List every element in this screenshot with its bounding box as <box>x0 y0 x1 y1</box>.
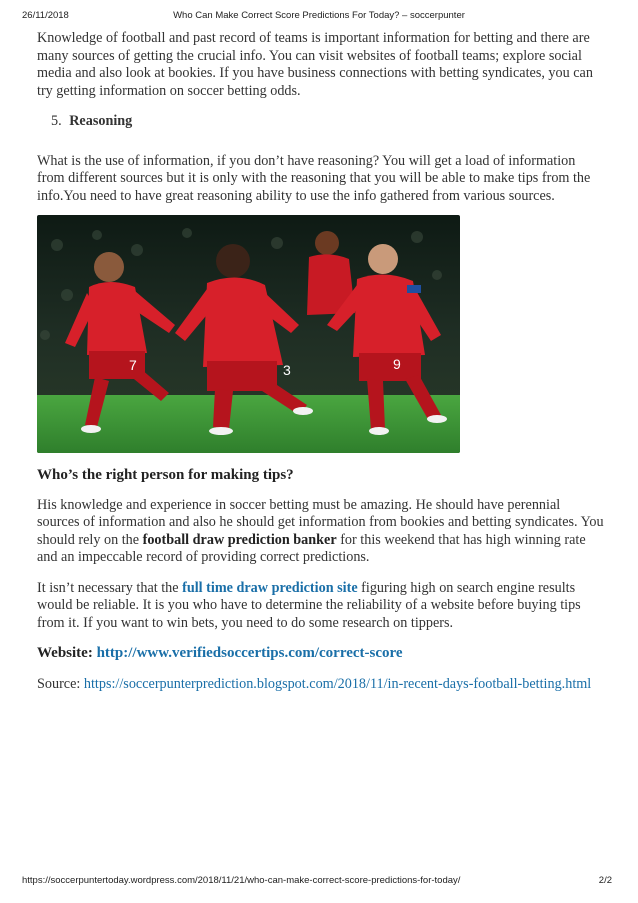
football-players-photo <box>37 215 460 453</box>
intro-paragraph: Knowledge of football and past record of teams is important information for betting and there are many sources of getting the crucial info. You can visit websites of football teams; explore social media and also look at bookies. If you have business connections with betting syndicates, you can try getting information on soccer betting odds. <box>37 30 593 99</box>
website-link[interactable]: http://www.verifiedsoccertips.com/correct-score <box>96 645 403 661</box>
source-label: Source: <box>37 675 81 692</box>
website-line <box>37 645 605 663</box>
print-url: https://soccerpuntertoday.wordpress.com/2018/11/21/who-can-make-correct-score-predictions-for-today/ <box>22 875 461 886</box>
celebrating-players-image <box>37 215 460 453</box>
draw-prediction-link[interactable]: full time draw prediction site <box>182 579 358 596</box>
necessary-text-end: figuring high on search engine results would be reliable. It is you who have to determine the reliability of a website before buying tips from it. If you want to win bets, you need to do some research on tippers. <box>37 579 581 631</box>
knowledge-paragraph <box>37 497 605 567</box>
page-number: 2/2 <box>598 875 612 886</box>
section-heading: Who’s the right person for making tips? <box>37 467 294 483</box>
print-title: Who Can Make Correct Score Predictions For Today? – soccerpunter <box>173 10 465 21</box>
source-line <box>37 676 605 694</box>
shirt-number-3: 3 <box>283 362 291 378</box>
necessary-text-start: It isn’t necessary that the <box>37 579 183 596</box>
knowledge-text-end: for this weekend that has high winning rate and an impeccable record of providing correct predictions. <box>37 531 586 565</box>
page-header <box>0 10 638 24</box>
reasoning-paragraph: What is the use of information, if you don’t have reasoning? You will get a load of information from different sources but it is only with the reasoning that you will be able to make tips from the info.You need to have great reasoning ability to use the info gathered from various sources. <box>37 152 591 204</box>
shirt-number-7: 7 <box>129 357 137 373</box>
article-body <box>37 30 605 693</box>
list-number: 5. <box>51 113 62 129</box>
print-date: 26/11/2018 <box>22 10 69 21</box>
bold-keyword: football draw prediction banker <box>142 531 337 548</box>
list-item-reasoning <box>51 113 605 131</box>
source-link[interactable]: https://soccerpunterprediction.blogspot.com/2018/11/in-recent-days-football-betting.html <box>83 675 592 692</box>
list-item-title: Reasoning <box>69 113 133 129</box>
knowledge-text-start: His knowledge and experience in soccer betting must be amazing. He should have perennial sources of information and also he should get information from bookies and betting syndicates. You should rely on the <box>37 496 604 548</box>
necessary-paragraph <box>37 580 605 633</box>
website-label: Website: <box>37 645 93 661</box>
shirt-number-9: 9 <box>393 356 401 372</box>
page-footer <box>0 875 638 889</box>
